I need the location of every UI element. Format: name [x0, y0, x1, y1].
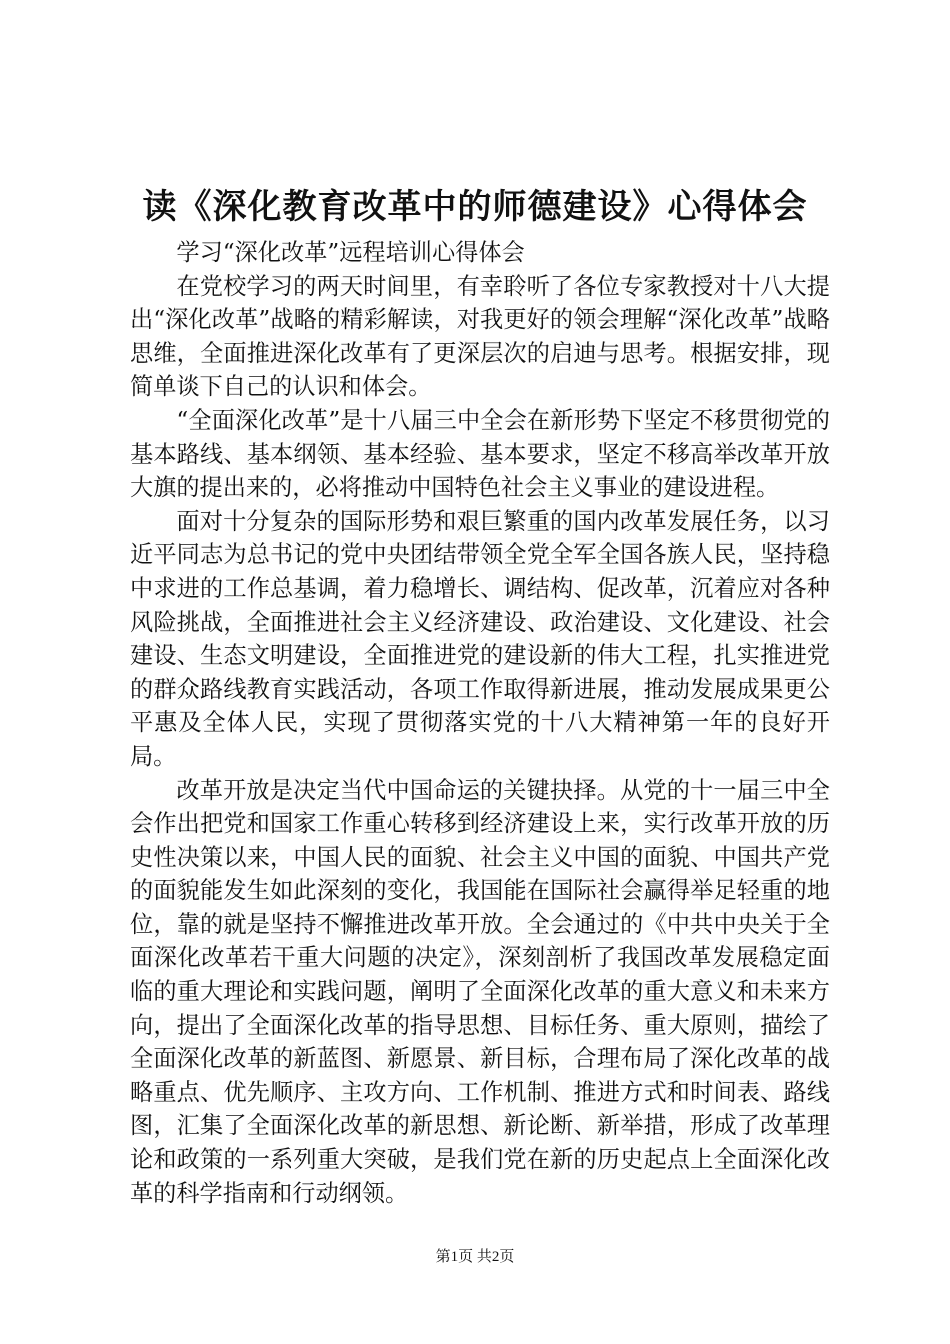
paragraph-3: 面对十分复杂的国际形势和艰巨繁重的国内改革发展任务，以习近平同志为总书记的党中央团结带领全党全军全国各族人民，坚持稳中求进的工作总基调，着力稳增长、调结构、促改革，沉着应对各种风险挑战，全面推进社会主义经济建设、政治建设、文化建设、社会建设、生态文明建设，全面推进党的建设新的伟大工程，扎实推进党的群众路线教育实践活动，各项工作取得新进展，推动发展成果更公平惠及全体人民，实现了贯彻落实党的十八大精神第一年的良好开局。 [130, 507, 830, 770]
paragraph-2: “全面深化改革”是十八届三中全会在新形势下坚定不移贯彻党的基本路线、基本纲领、基本经验、基本要求，坚定不移高举改革开放大旗的提出来的，必将推动中国特色社会主义事业的建设进程。 [130, 406, 830, 502]
document-body [130, 236, 830, 1210]
paragraph-4: 改革开放是决定当代中国命运的关键抉择。从党的十一届三中全会作出把党和国家工作重心转移到经济建设上来，实行改革开放的历史性决策以来，中国人民的面貌、社会主义中国的面貌、中国共产党的面貌能发生如此深刻的变化，我国能在国际社会赢得举足轻重的地位，靠的就是坚持不懈推进改革开放。全会通过的《中共中央关于全面深化改革若干重大问题的决定》，深刻剖析了我国改革发展稳定面临的重大理论和实践问题，阐明了全面深化改革的重大意义和未来方向，提出了全面深化改革的指导思想、目标任务、重大原则，描绘了全面深化改革的新蓝图、新愿景、新目标，合理布局了深化改革的战略重点、优先顺序、主攻方向、工作机制、推进方式和时间表、路线图，汇集了全面深化改革的新思想、新论断、新举措，形成了改革理论和政策的一系列重大突破，是我们党在新的历史起点上全面深化改革的科学指南和行动纲领。 [130, 776, 830, 1207]
document-subtitle: 学习“深化改革”远程培训心得体会 [176, 239, 525, 266]
document-title: 读《深化教育改革中的师德建设》心得体会 [142, 187, 808, 227]
paragraph-1: 在党校学习的两天时间里，有幸聆听了各位专家教授对十八大提出“深化改革”战略的精彩解读，对我更好的领会理解“深化改革”战略思维，全面推进深化改革有了更深层次的启迪与思考。根据安排，现简单谈下自己的认识和体会。 [130, 272, 830, 401]
page-number-footer: 第1页 共2页 [435, 1249, 515, 1265]
